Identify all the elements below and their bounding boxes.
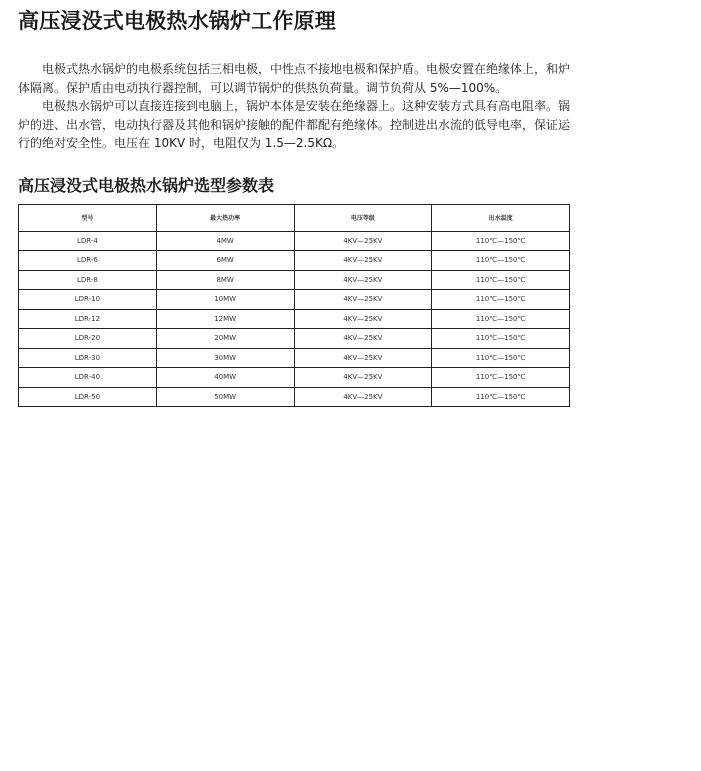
cell-outlet-temp: 110℃—150℃: [432, 251, 570, 271]
cell-outlet-temp: 110℃—150℃: [432, 329, 570, 349]
cell-voltage: 4KV—25KV: [294, 387, 432, 407]
cell-max-power: 50MW: [156, 387, 294, 407]
cell-max-power: 6MW: [156, 251, 294, 271]
table-row: [19, 290, 570, 310]
intro-paragraph: 电极热水锅炉可以直接连接到电脑上，锅炉本体是安装在绝缘器上。这种安装方式具有高电阻率。锅炉的进、出水管，电动执行器及其他和锅炉接触的配件都配有绝缘体。控制进出水流的低导电率，保证运行的绝对安全性。电压在 10KV 时，电阻仅为 1.5—2.5KΩ。: [18, 99, 571, 150]
cell-model: LDR-50: [19, 387, 157, 407]
table-row: [19, 329, 570, 349]
cell-voltage: 4KV—25KV: [294, 251, 432, 271]
cell-voltage: 4KV—25KV: [294, 348, 432, 368]
cell-model: LDR-4: [19, 231, 157, 251]
column-header-outlet-temp: 出水温度: [432, 204, 570, 231]
cell-voltage: 4KV—25KV: [294, 231, 432, 251]
cell-model: LDR-20: [19, 329, 157, 349]
table-row: [19, 270, 570, 290]
cell-outlet-temp: 110℃—150℃: [432, 270, 570, 290]
table-header-row: [19, 204, 570, 231]
column-header-voltage: 电压等级: [294, 204, 432, 231]
cell-model: LDR-6: [19, 251, 157, 271]
table-row: [19, 251, 570, 271]
cell-outlet-temp: 110℃—150℃: [432, 309, 570, 329]
cell-voltage: 4KV—25KV: [294, 368, 432, 388]
cell-max-power: 40MW: [156, 368, 294, 388]
table-row: [19, 368, 570, 388]
cell-voltage: 4KV—25KV: [294, 329, 432, 349]
intro-section: [18, 60, 578, 153]
cell-max-power: 4MW: [156, 231, 294, 251]
table-title: 高压浸没式电极热水锅炉选型参数表: [18, 175, 275, 195]
cell-outlet-temp: 110℃—150℃: [432, 290, 570, 310]
cell-outlet-temp: 110℃—150℃: [432, 231, 570, 251]
table-row: [19, 348, 570, 368]
cell-model: LDR-12: [19, 309, 157, 329]
cell-max-power: 10MW: [156, 290, 294, 310]
cell-model: LDR-8: [19, 270, 157, 290]
column-header-max-power: 最大热功率: [156, 204, 294, 231]
document-page: [18, 0, 578, 407]
cell-model: LDR-40: [19, 368, 157, 388]
cell-voltage: 4KV—25KV: [294, 290, 432, 310]
cell-max-power: 8MW: [156, 270, 294, 290]
table-row: [19, 231, 570, 251]
table-row: [19, 309, 570, 329]
cell-voltage: 4KV—25KV: [294, 309, 432, 329]
intro-paragraph: 电极式热水锅炉的电极系统包括三相电极，中性点不接地电极和保护盾。电极安置在绝缘体上，和炉体隔离。保护盾由电动执行器控制，可以调节锅炉的供热负荷量。调节负荷从 5%—100%。: [18, 62, 571, 95]
cell-max-power: 12MW: [156, 309, 294, 329]
cell-outlet-temp: 110℃—150℃: [432, 368, 570, 388]
column-header-model: 型号: [19, 204, 157, 231]
page-title: 高压浸没式电极热水锅炉工作原理: [18, 9, 336, 33]
cell-voltage: 4KV—25KV: [294, 270, 432, 290]
table-row: [19, 387, 570, 407]
parameter-table: [18, 204, 570, 408]
cell-outlet-temp: 110℃—150℃: [432, 387, 570, 407]
cell-model: LDR-30: [19, 348, 157, 368]
cell-outlet-temp: 110℃—150℃: [432, 348, 570, 368]
cell-max-power: 20MW: [156, 329, 294, 349]
cell-max-power: 30MW: [156, 348, 294, 368]
cell-model: LDR-10: [19, 290, 157, 310]
